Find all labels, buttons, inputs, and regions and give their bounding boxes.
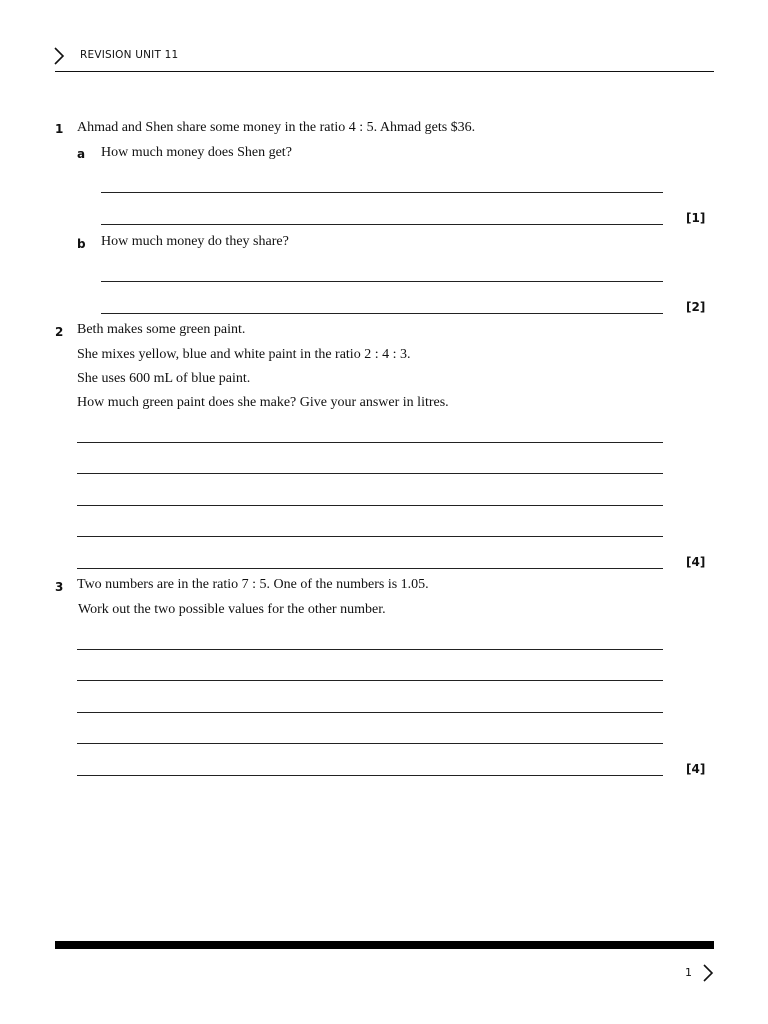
answer-line[interactable] xyxy=(77,680,663,681)
answer-line[interactable] xyxy=(77,568,663,569)
question-1a-text: How much money does Shen get? xyxy=(101,145,292,160)
question-1-text: Ahmad and Shen share some money in the ratio 4 : 5. Ahmad gets $36. xyxy=(77,120,476,135)
header-title: REVISION UNIT 11 xyxy=(80,49,179,61)
question-2-line-3: She uses 600 mL of blue paint. xyxy=(77,371,251,386)
marks-1b: [2] xyxy=(686,300,706,314)
question-number-2: 2 xyxy=(55,325,64,339)
answer-line[interactable] xyxy=(77,712,663,713)
chevron-right-icon[interactable] xyxy=(701,963,715,983)
question-number-3: 3 xyxy=(55,580,64,594)
answer-line[interactable] xyxy=(77,775,663,776)
footer-bar xyxy=(55,941,714,949)
marks-2: [4] xyxy=(686,555,706,569)
question-1b-text: How much money do they share? xyxy=(101,234,289,249)
answer-line[interactable] xyxy=(101,281,663,282)
answer-line[interactable] xyxy=(101,192,663,193)
answer-line[interactable] xyxy=(77,536,663,537)
question-3-line-1: Two numbers are in the ratio 7 : 5. One of the numbers is 1.05. xyxy=(77,577,429,592)
question-number-1: 1 xyxy=(55,122,64,136)
answer-line[interactable] xyxy=(77,442,663,443)
answer-line[interactable] xyxy=(77,649,663,650)
question-1b-label: b xyxy=(77,237,86,251)
answer-line[interactable] xyxy=(77,505,663,506)
answer-line[interactable] xyxy=(77,743,663,744)
question-2-line-2: She mixes yellow, blue and white paint in the ratio 2 : 4 : 3. xyxy=(77,347,411,362)
marks-3: [4] xyxy=(686,762,706,776)
question-2-line-1: Beth makes some green paint. xyxy=(77,322,246,337)
answer-line[interactable] xyxy=(77,473,663,474)
marks-1a: [1] xyxy=(686,211,706,225)
question-1a-label: a xyxy=(77,147,86,161)
answer-line[interactable] xyxy=(101,313,663,314)
answer-line[interactable] xyxy=(101,224,663,225)
page-number: 1 xyxy=(685,966,692,979)
question-3-line-2: Work out the two possible values for the other number. xyxy=(78,602,386,617)
question-2-line-4: How much green paint does she make? Give your answer in litres. xyxy=(77,395,449,410)
header-divider xyxy=(55,71,714,72)
chevron-right-icon xyxy=(52,46,66,66)
